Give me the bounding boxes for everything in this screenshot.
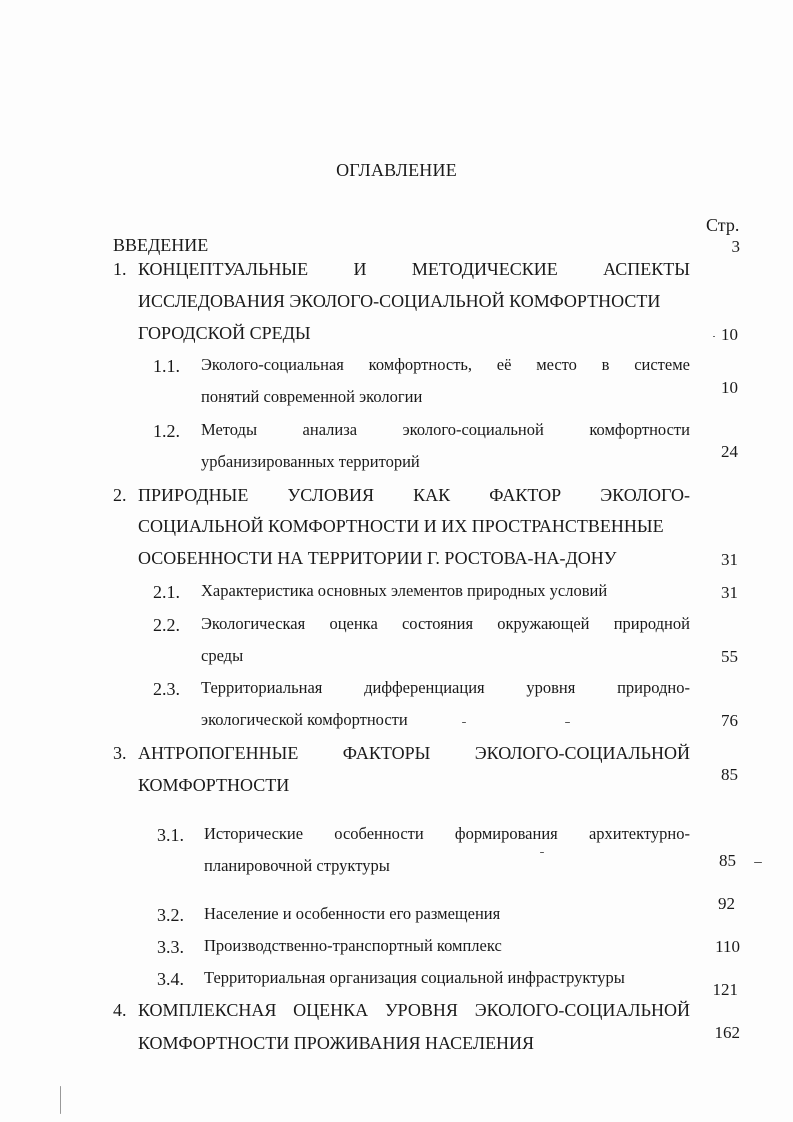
word: Территориальная bbox=[201, 678, 323, 697]
word: анализа bbox=[302, 420, 358, 439]
word: Эколого-социальная bbox=[201, 355, 344, 374]
section-title-line: планировочной структуры bbox=[204, 856, 390, 875]
word: оценка bbox=[329, 614, 378, 633]
word: её bbox=[496, 355, 512, 374]
section-title-line: урбанизированных территорий bbox=[201, 452, 420, 471]
chapter-page: 162 bbox=[714, 1023, 740, 1042]
chapter-title-line bbox=[138, 744, 690, 762]
section-title-line: среды bbox=[201, 646, 244, 665]
section-page: 10 bbox=[721, 378, 738, 397]
chapter-title-line: КОМФОРТНОСТИ bbox=[138, 775, 290, 795]
section-title-line: понятий современной экологии bbox=[201, 387, 423, 406]
chapter-page: 31 bbox=[721, 550, 738, 569]
section-number: 3.2. bbox=[157, 905, 184, 925]
word: системе bbox=[634, 355, 690, 374]
chapter-number: 1. bbox=[113, 259, 127, 279]
word: ФАКТОРЫ bbox=[342, 743, 431, 763]
section-page: 55 bbox=[721, 647, 738, 666]
section-number: 3.4. bbox=[157, 969, 184, 989]
chapter-number: 2. bbox=[113, 485, 127, 505]
word: природной bbox=[613, 614, 690, 633]
chapter-title-line bbox=[138, 260, 690, 278]
word: МЕТОДИЧЕСКИЕ bbox=[411, 259, 558, 279]
scan-speck bbox=[754, 862, 762, 863]
section-number: 2.1. bbox=[153, 582, 180, 602]
section-title-line bbox=[201, 357, 690, 374]
chapter-title-line bbox=[138, 486, 690, 504]
word: И bbox=[353, 259, 367, 279]
scan-edge-mark bbox=[60, 1086, 61, 1114]
chapter-title-line bbox=[138, 1001, 690, 1019]
word: АСПЕКТЫ bbox=[603, 259, 690, 279]
word: комфортность, bbox=[368, 355, 473, 374]
section-page: 24 bbox=[721, 442, 738, 461]
word: ЭКОЛОГО- bbox=[600, 485, 690, 505]
word: ПРИРОДНЫЕ bbox=[138, 485, 249, 505]
word: комфортности bbox=[589, 420, 690, 439]
section-page: 121 bbox=[712, 980, 738, 999]
section-page: 76 bbox=[721, 711, 738, 730]
section-title-line: экологической комфортности bbox=[201, 710, 408, 729]
intro-page: 3 bbox=[731, 237, 740, 256]
chapter-title-line: СОЦИАЛЬНОЙ КОМФОРТНОСТИ И ИХ ПРОСТРАНСТВЕННЫЕ bbox=[138, 516, 664, 536]
section-page: 31 bbox=[721, 583, 738, 602]
intro-label: ВВЕДЕНИЕ bbox=[113, 235, 209, 255]
word: УРОВНЯ bbox=[384, 1000, 458, 1020]
chapter-title-line: ГОРОДСКОЙ СРЕДЫ bbox=[138, 323, 311, 343]
section-number: 2.3. bbox=[153, 679, 180, 699]
word: природно- bbox=[617, 678, 690, 697]
word: архитектурно- bbox=[588, 824, 690, 843]
chapter-title-line: ОСОБЕННОСТИ НА ТЕРРИТОРИИ Г. РОСТОВА-НА-ДОНУ bbox=[138, 548, 617, 568]
section-number: 1.2. bbox=[153, 421, 180, 441]
section-title-line: Население и особенности его размещения bbox=[204, 904, 501, 923]
chapter-page: 10 bbox=[721, 325, 738, 344]
word: КОНЦЕПТУАЛЬНЫЕ bbox=[138, 259, 309, 279]
word: окружающей bbox=[497, 614, 590, 633]
chapter-number: 3. bbox=[113, 743, 127, 763]
word: эколого-социальной bbox=[402, 420, 544, 439]
scan-speck bbox=[713, 336, 715, 337]
word: Экологическая bbox=[201, 614, 306, 633]
word: Исторические bbox=[204, 824, 304, 843]
chapter-page: 85 bbox=[721, 765, 738, 784]
word: Методы bbox=[201, 420, 258, 439]
word: состояния bbox=[401, 614, 474, 633]
section-number: 3.3. bbox=[157, 937, 184, 957]
word: особенности bbox=[334, 824, 424, 843]
scan-speck bbox=[565, 722, 570, 723]
word: КОМПЛЕКСНАЯ bbox=[138, 1000, 277, 1020]
chapter-title-line: КОМФОРТНОСТИ ПРОЖИВАНИЯ НАСЕЛЕНИЯ bbox=[138, 1033, 535, 1053]
word: УСЛОВИЯ bbox=[287, 485, 374, 505]
section-number: 2.2. bbox=[153, 615, 180, 635]
word: уровня bbox=[526, 678, 576, 697]
section-number: 3.1. bbox=[157, 825, 184, 845]
section-title-line bbox=[201, 680, 690, 697]
section-title-line: Территориальная организация социальной инфраструктуры bbox=[204, 968, 625, 987]
chapter-title-line: ИССЛЕДОВАНИЯ ЭКОЛОГО-СОЦИАЛЬНОЙ КОМФОРТНОСТИ bbox=[138, 291, 661, 311]
page-title: ОГЛАВЛЕНИЕ bbox=[336, 160, 457, 180]
word: дифференциация bbox=[364, 678, 485, 697]
word: АНТРОПОГЕННЫЕ bbox=[138, 743, 299, 763]
chapter-number: 4. bbox=[113, 1000, 127, 1020]
scan-speck bbox=[462, 722, 466, 723]
scan-speck bbox=[540, 852, 544, 853]
page-column-header: Стр. bbox=[706, 215, 740, 235]
word: в bbox=[601, 355, 610, 374]
word: ФАКТОР bbox=[489, 485, 562, 505]
section-number: 1.1. bbox=[153, 356, 180, 376]
section-title-line: Производственно-транспортный комплекс bbox=[204, 936, 502, 955]
section-title-line: Характеристика основных элементов природных условий bbox=[201, 581, 608, 600]
section-page: 110 bbox=[715, 937, 740, 956]
section-title-line bbox=[201, 616, 690, 633]
word: ЭКОЛОГО-СОЦИАЛЬНОЙ bbox=[474, 743, 690, 763]
word: ЭКОЛОГО-СОЦИАЛЬНОЙ bbox=[474, 1000, 690, 1020]
word: ОЦЕНКА bbox=[293, 1000, 369, 1020]
section-page: 92 bbox=[718, 894, 735, 913]
word: формирования bbox=[454, 824, 558, 843]
section-title-line bbox=[204, 826, 690, 843]
section-title-line bbox=[201, 422, 690, 439]
word: КАК bbox=[413, 485, 451, 505]
section-page: 85 bbox=[719, 851, 736, 870]
word: место bbox=[536, 355, 577, 374]
